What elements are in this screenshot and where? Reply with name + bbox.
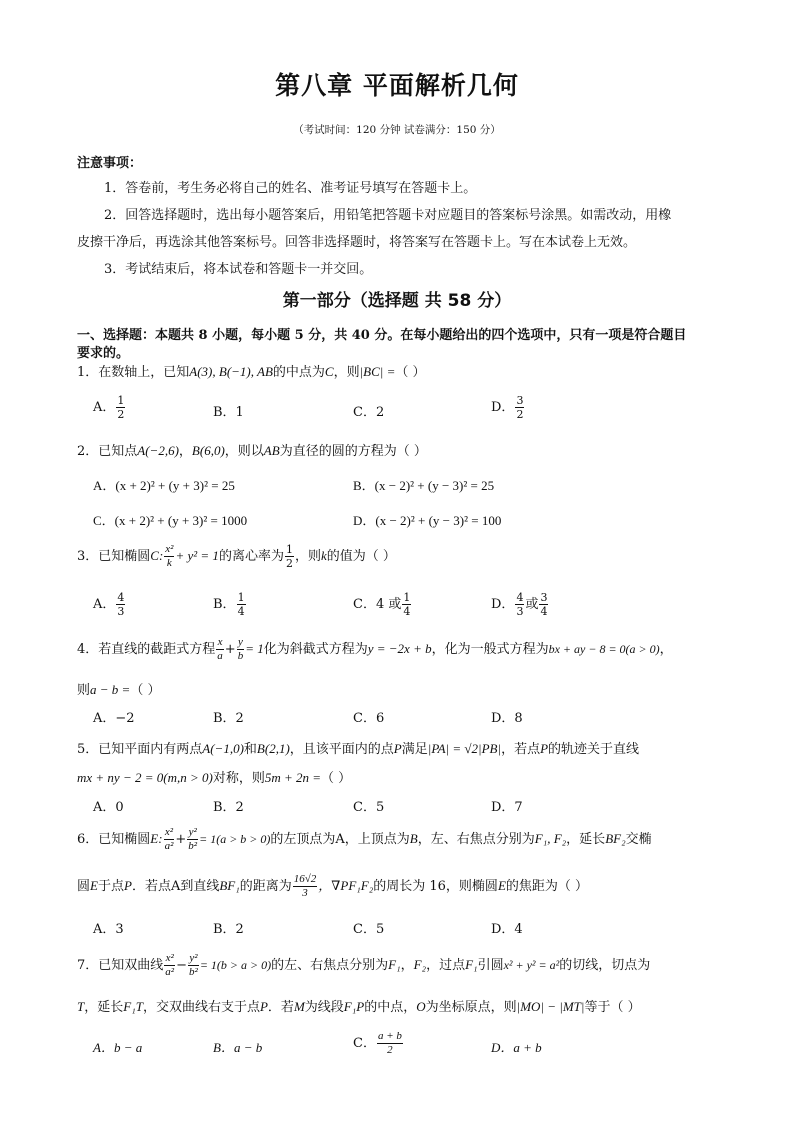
q7-minus: − bbox=[176, 958, 187, 973]
q3-d-frac-1 bbox=[515, 591, 524, 618]
q1-option-c: C．2 bbox=[353, 405, 385, 420]
q1-text-c: ，则 bbox=[333, 365, 360, 380]
q3-d-frac-2 bbox=[539, 591, 548, 618]
q6-line2-b: 于点 bbox=[97, 879, 124, 894]
q6-text-c: ，左、右焦点分别为 bbox=[417, 832, 535, 847]
q5-line2-expr: 5m + 2n = bbox=[264, 770, 322, 785]
question-7-stem bbox=[77, 952, 650, 979]
q7-line2-b: ，交双曲线右支于点 bbox=[142, 1000, 260, 1015]
q4-line2-b: （ ） bbox=[130, 683, 161, 698]
q3-c-num: 1 bbox=[403, 591, 411, 604]
q6-b: B bbox=[409, 831, 418, 846]
q1-text-b: 的中点为 bbox=[272, 365, 325, 380]
q7-text-e: 的切线，切点为 bbox=[559, 958, 651, 973]
question-6-stem-cont bbox=[77, 873, 588, 900]
q3-d-num-1: 4 bbox=[516, 591, 524, 604]
q4-text-a: 4．若直线的截距式方程 bbox=[77, 642, 216, 657]
q7-f1b: F₁ bbox=[465, 957, 478, 972]
q3-d-den-2: 4 bbox=[540, 605, 548, 618]
question-3-stem bbox=[77, 543, 396, 570]
q7-line2-c: ．若 bbox=[267, 1000, 294, 1015]
q1-a-den: 2 bbox=[117, 408, 125, 421]
q7-text-c: ，过点 bbox=[426, 958, 466, 973]
q7-c-frac bbox=[377, 1030, 403, 1057]
section-instructions: 一、选择题：本题共 8 小题，每小题 5 分，共 40 分。在每小题给出的四个选项中，只有一项是符合题目 bbox=[77, 328, 687, 343]
q1-d-den: 2 bbox=[516, 408, 524, 421]
q5-option-a: A．0 bbox=[93, 800, 124, 815]
q6-f: F₁, F₂ bbox=[534, 831, 567, 846]
q6-line2-d: 的距离为 bbox=[239, 879, 292, 894]
q7-c-den: 2 bbox=[387, 1044, 393, 1056]
section-title: 第一部分（选择题 共 58 分） bbox=[282, 291, 512, 311]
q7-text-a: 7．已知双曲线 bbox=[77, 958, 164, 973]
notice-item-1: 1．答卷前，考生务必将自己的姓名、准考证号填写在答题卡上。 bbox=[104, 181, 477, 196]
q7-line2-expr: |MO| − |MT| bbox=[516, 999, 585, 1014]
question-1-stem bbox=[77, 361, 426, 380]
q7-num-2: y² bbox=[189, 952, 198, 964]
q7-f2: F₂ bbox=[413, 957, 427, 972]
q6-den-1: a² bbox=[164, 840, 174, 852]
q3-rest: + y² = 1 bbox=[175, 548, 219, 563]
q3-b-den: 4 bbox=[237, 605, 245, 618]
question-5-stem-cont bbox=[77, 767, 351, 786]
q3-c-label: C．4 或 bbox=[353, 597, 402, 612]
q5-point-p: P bbox=[393, 741, 402, 756]
q5-text-c: ，且该平面内的点 bbox=[289, 742, 394, 757]
q5-point-a: A(−1,0) bbox=[202, 741, 244, 756]
q7-line2-ft: F₁T bbox=[123, 999, 143, 1014]
q3-text-b: 的离心率为 bbox=[218, 549, 284, 564]
question-7-stem-cont bbox=[77, 996, 641, 1015]
q5-text-d: 满足 bbox=[401, 742, 428, 757]
q4-y: y bbox=[237, 636, 243, 648]
q7-option-d: D．a + b bbox=[491, 1040, 542, 1055]
q4-text-b: 化为斜截式方程为 bbox=[263, 642, 368, 657]
exam-info: （考试时间：120 分钟 试卷满分：150 分） bbox=[293, 124, 501, 136]
q5-point-b: B(2,1) bbox=[256, 741, 290, 756]
q4-line2-expr: a − b = bbox=[90, 682, 131, 697]
question-4-stem bbox=[77, 636, 673, 663]
q2-text-b: ，则以 bbox=[224, 444, 264, 459]
q5-text-f: 的轨迹关于直线 bbox=[548, 742, 640, 757]
q3-f-num: x² bbox=[165, 543, 174, 555]
q2-option-d: D．(x − 2)² + (y − 3)² = 100 bbox=[353, 513, 502, 528]
q7-den-1: a² bbox=[165, 966, 175, 978]
q1-option-d bbox=[491, 394, 525, 421]
q7-text-b: 的左、右焦点分别为 bbox=[271, 958, 389, 973]
q7-line2-a: ，延长 bbox=[84, 1000, 124, 1015]
q7-circle: x² + y² = a² bbox=[503, 958, 560, 972]
q5-option-d: D．7 bbox=[491, 800, 523, 815]
q7-den-2: b² bbox=[189, 966, 198, 978]
q6-text-a: 6．已知椭圆 bbox=[77, 832, 151, 847]
q3-a-den: 3 bbox=[117, 605, 125, 618]
q1-a-label: A． bbox=[93, 400, 116, 415]
q6-dist-den: 3 bbox=[302, 887, 308, 899]
q3-d-den-1: 3 bbox=[516, 605, 524, 618]
q3-b-label: B． bbox=[213, 597, 236, 612]
q6-plus: + bbox=[175, 832, 187, 847]
q7-line2-d: 为线段 bbox=[304, 1000, 344, 1015]
q5-point-p2: P bbox=[540, 741, 549, 756]
q6-e: E: bbox=[150, 831, 163, 846]
q1-d-frac bbox=[515, 394, 524, 421]
q5-option-b: B．2 bbox=[213, 800, 244, 815]
q5-cond: |PA| = √2|PB| bbox=[427, 741, 502, 756]
q7-option-b: B．a − b bbox=[213, 1040, 263, 1055]
q4-line2-a: 则 bbox=[77, 683, 91, 698]
q3-e-frac bbox=[285, 543, 294, 570]
section-instructions-cont: 要求的。 bbox=[77, 346, 130, 361]
q6-line2-f: 的周长为 16，则椭圆 bbox=[373, 879, 498, 894]
q5-line-eq: mx + ny − 2 = 0(m,n > 0) bbox=[77, 770, 213, 785]
q6-line2-tri: ，∇PF₁F₂ bbox=[318, 878, 374, 893]
q6-text-d: ，延长 bbox=[566, 832, 606, 847]
q4-text-d: ， bbox=[659, 642, 673, 657]
q3-b-frac bbox=[237, 591, 246, 618]
q7-sep: ， bbox=[400, 958, 414, 973]
q1-expr: |BC| = bbox=[359, 364, 396, 379]
q3-ellipse-frac bbox=[164, 543, 174, 570]
notice-item-2-cont: 皮擦干净后，再选涂其他答案标号。回答非选择题时，将答案写在答题卡上。写在本试卷上无效。 bbox=[77, 235, 637, 250]
q3-text-c: ，则 bbox=[294, 549, 321, 564]
q6-frac-2 bbox=[187, 826, 198, 853]
question-6-stem bbox=[77, 826, 652, 853]
q2-text-c: 为直径的圆的方程为（ ） bbox=[279, 444, 427, 459]
q3-a-num: 4 bbox=[117, 591, 125, 604]
q4-a: a bbox=[217, 650, 223, 662]
q3-option-b bbox=[213, 591, 247, 618]
q3-k: k bbox=[320, 548, 327, 563]
q6-option-b: B．2 bbox=[213, 922, 244, 937]
q4-option-b: B．2 bbox=[213, 711, 244, 726]
q3-option-a bbox=[93, 591, 126, 618]
q7-line2-e: 的中点， bbox=[364, 1000, 417, 1015]
q1-text-d: （ ） bbox=[395, 365, 426, 380]
q6-dist-frac bbox=[293, 873, 318, 900]
q3-d-or: 或 bbox=[525, 597, 539, 612]
q1-points: A(3), B(−1), AB bbox=[189, 364, 273, 379]
q3-e-num: 1 bbox=[285, 543, 293, 556]
q4-eq1: = 1 bbox=[245, 641, 264, 656]
q6-den-2: b² bbox=[188, 840, 198, 852]
q6-option-c: C．5 bbox=[353, 922, 385, 937]
q2-point-b: B(6,0) bbox=[191, 443, 225, 458]
q7-frac-2 bbox=[188, 952, 199, 979]
q7-option-a: A．b − a bbox=[93, 1040, 143, 1055]
q3-option-c bbox=[353, 591, 412, 618]
question-4-stem-cont bbox=[77, 679, 160, 698]
q6-line2-a: 圆 bbox=[77, 879, 91, 894]
q6-num-2: y² bbox=[188, 826, 197, 838]
q3-text-d: 的值为（ ） bbox=[326, 549, 396, 564]
q3-c-frac bbox=[402, 591, 411, 618]
q6-line2-p: P bbox=[123, 878, 132, 893]
q6-option-d: D．4 bbox=[491, 922, 523, 937]
q2-option-b: B．(x − 2)² + (y − 3)² = 25 bbox=[353, 478, 495, 493]
q7-line2-o: O bbox=[416, 999, 426, 1014]
q6-line2-c: ．若点A到直线 bbox=[131, 879, 220, 894]
q1-text-a: 1．在数轴上，已知 bbox=[77, 365, 190, 380]
q3-c-label: C: bbox=[150, 548, 164, 563]
notice-item-2: 2．回答选择题时，选出每小题答案后，用铅笔把答题卡对应题目的答案标号涂黑。如需改动，用橡 bbox=[104, 208, 672, 223]
q6-line2-e2: E bbox=[497, 878, 506, 893]
q2-ab: AB bbox=[263, 443, 280, 458]
q7-f1: F₁ bbox=[388, 957, 401, 972]
notice-heading: 注意事项： bbox=[77, 156, 143, 171]
q6-bf: BF₂ bbox=[605, 831, 626, 846]
q7-text-d: 引圆 bbox=[477, 958, 504, 973]
q2-text-a: 2．已知点 bbox=[77, 444, 138, 459]
q3-d-num-2: 3 bbox=[540, 591, 548, 604]
q6-line2-e: E bbox=[90, 878, 98, 893]
q5-option-c: C．5 bbox=[353, 800, 385, 815]
q7-frac-1 bbox=[164, 952, 175, 979]
q4-option-c: C．6 bbox=[353, 711, 385, 726]
q3-option-d bbox=[491, 591, 549, 618]
question-5-stem bbox=[77, 738, 639, 757]
q3-d-label: D． bbox=[491, 597, 515, 612]
q2-sep: ， bbox=[178, 444, 192, 459]
q4-b: b bbox=[237, 650, 244, 662]
notice-item-3: 3．考试结束后，将本试卷和答题卡一并交回。 bbox=[104, 262, 373, 277]
q5-line2-b: （ ） bbox=[321, 771, 352, 786]
q2-option-a: A．(x + 2)² + (y + 3)² = 25 bbox=[93, 478, 235, 493]
q4-plus: + bbox=[224, 642, 236, 657]
page-title: 第八章 平面解析几何 bbox=[275, 71, 519, 100]
q5-line2-a: 对称，则 bbox=[212, 771, 265, 786]
q5-text-e: ，若点 bbox=[501, 742, 541, 757]
q6-cond: = 1(a > b > 0) bbox=[199, 832, 271, 846]
q3-b-num: 1 bbox=[237, 591, 245, 604]
q4-eq2: y = −2x + b bbox=[367, 641, 432, 656]
q1-option-b: B．1 bbox=[213, 405, 244, 420]
q4-x: x bbox=[217, 636, 223, 648]
q6-text-e: 交椭 bbox=[625, 832, 652, 847]
q1-d-label: D． bbox=[491, 400, 515, 415]
q1-point-c: C bbox=[324, 364, 334, 379]
q6-line2-bf: BF₁ bbox=[219, 878, 240, 893]
q3-a-frac bbox=[116, 591, 125, 618]
q4-x-frac bbox=[216, 636, 224, 663]
q1-a-num: 1 bbox=[117, 394, 125, 407]
q7-line2-m: M bbox=[293, 999, 305, 1014]
q4-y-frac bbox=[237, 636, 245, 663]
q7-line2-fp: F₁P bbox=[343, 999, 365, 1014]
q7-cond: = 1(b > a > 0) bbox=[199, 958, 272, 972]
q7-line2-g: 等于（ ） bbox=[584, 1000, 641, 1015]
q7-c-label: C． bbox=[353, 1036, 376, 1051]
q7-line2-p: P bbox=[259, 999, 268, 1014]
q6-frac-1 bbox=[164, 826, 175, 853]
q5-text-a: 5．已知平面内有两点 bbox=[77, 742, 203, 757]
q6-dist-num: 16√2 bbox=[293, 873, 317, 885]
q7-line2-t: T bbox=[77, 999, 85, 1014]
q1-option-a bbox=[93, 394, 126, 421]
q3-text-a: 3．已知椭圆 bbox=[77, 549, 151, 564]
q4-option-a: A．−2 bbox=[93, 711, 135, 726]
q3-f-den: k bbox=[166, 557, 172, 569]
q3-c-den: 4 bbox=[403, 605, 411, 618]
q2-point-a: A(−2,6) bbox=[137, 443, 179, 458]
q7-line2-f: 为坐标原点，则 bbox=[425, 1000, 517, 1015]
q1-d-num: 3 bbox=[516, 394, 524, 407]
q3-a-label: A． bbox=[93, 597, 116, 612]
q6-line2-g: 的焦距为（ ） bbox=[505, 879, 589, 894]
q4-option-d: D．8 bbox=[491, 711, 523, 726]
q5-text-b: 和 bbox=[243, 742, 257, 757]
q6-option-a: A．3 bbox=[93, 922, 124, 937]
q6-text-b: 的左顶点为A，上顶点为 bbox=[270, 832, 410, 847]
q7-option-c bbox=[353, 1030, 404, 1057]
q4-text-c: ，化为一般式方程为 bbox=[431, 642, 549, 657]
q1-a-frac bbox=[116, 394, 125, 421]
question-2-stem bbox=[77, 440, 427, 459]
q4-eq3: bx + ay − 8 = 0(a > 0) bbox=[548, 642, 660, 656]
q7-num-1: x² bbox=[165, 952, 174, 964]
q3-e-den: 2 bbox=[285, 557, 293, 570]
q6-num-1: x² bbox=[164, 826, 174, 838]
q7-c-num: a + b bbox=[377, 1030, 402, 1042]
q2-option-c: C．(x + 2)² + (y + 3)² = 1000 bbox=[93, 513, 248, 528]
